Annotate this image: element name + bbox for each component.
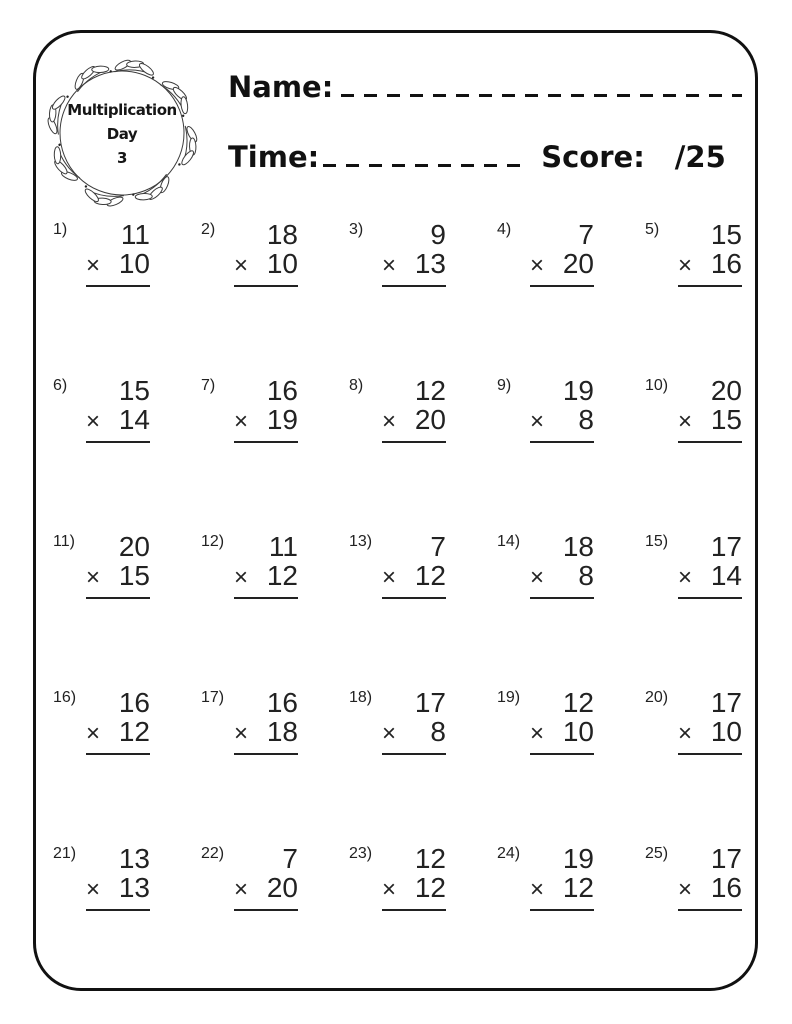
problem-number: 9) bbox=[497, 377, 512, 394]
multiply-icon: × bbox=[86, 720, 101, 747]
problem-number: 5) bbox=[645, 221, 660, 238]
multiply-icon: × bbox=[382, 720, 397, 747]
logo-day-number: 3 bbox=[117, 149, 127, 167]
multiplier: 10 bbox=[266, 248, 298, 279]
multiplicand: 15 bbox=[118, 375, 150, 406]
problem-body bbox=[234, 532, 298, 599]
score-label: Score: bbox=[541, 140, 645, 174]
problem-body bbox=[678, 688, 742, 755]
multiply-icon: × bbox=[234, 564, 249, 591]
problem-body bbox=[678, 220, 742, 287]
problem-number: 17) bbox=[201, 689, 225, 706]
problem-cell bbox=[344, 214, 492, 370]
multiply-icon: × bbox=[234, 408, 249, 435]
multiply-icon: × bbox=[530, 720, 545, 747]
problem-body bbox=[678, 376, 742, 443]
multiplier: 10 bbox=[562, 716, 594, 747]
multiplier: 20 bbox=[562, 248, 594, 279]
multiply-icon: × bbox=[382, 564, 397, 591]
problem-number: 22) bbox=[201, 845, 225, 862]
problem-cell bbox=[48, 370, 196, 526]
multiply-icon: × bbox=[86, 252, 101, 279]
problem-cell bbox=[492, 370, 640, 526]
problem-body bbox=[234, 844, 298, 911]
problem-body bbox=[86, 220, 150, 287]
problem-body bbox=[86, 376, 150, 443]
problem-cell bbox=[196, 214, 344, 370]
multiply-icon: × bbox=[86, 564, 101, 591]
multiplicand: 18 bbox=[562, 531, 594, 562]
problem-body bbox=[530, 532, 594, 599]
multiplicand: 19 bbox=[562, 375, 594, 406]
problem-number: 14) bbox=[497, 533, 521, 550]
problem-number: 10) bbox=[645, 377, 669, 394]
problem-number: 4) bbox=[497, 221, 512, 238]
problem-cell bbox=[344, 682, 492, 838]
multiplicand: 7 bbox=[578, 219, 594, 250]
multiplier: 10 bbox=[710, 716, 742, 747]
problem-number: 15) bbox=[645, 533, 669, 550]
multiplicand: 7 bbox=[430, 531, 446, 562]
multiplicand: 9 bbox=[430, 219, 446, 250]
problem-body bbox=[86, 688, 150, 755]
multiplier: 16 bbox=[710, 872, 742, 903]
problem-body bbox=[382, 688, 446, 755]
multiply-icon: × bbox=[678, 876, 693, 903]
score-value: /25 bbox=[674, 140, 726, 174]
multiplier: 8 bbox=[430, 716, 446, 747]
problem-cell bbox=[492, 214, 640, 370]
multiplier: 19 bbox=[266, 404, 298, 435]
problem-cell bbox=[196, 838, 344, 994]
multiplicand: 16 bbox=[266, 375, 298, 406]
multiplier: 10 bbox=[118, 248, 150, 279]
problem-cell bbox=[640, 838, 788, 994]
name-label: Name: bbox=[228, 70, 334, 104]
multiplicand: 18 bbox=[266, 219, 298, 250]
problem-body bbox=[86, 532, 150, 599]
multiplier: 12 bbox=[414, 872, 446, 903]
problems-grid bbox=[48, 214, 788, 994]
time-blank-line bbox=[323, 164, 523, 167]
multiplier: 8 bbox=[578, 404, 594, 435]
multiplier: 12 bbox=[118, 716, 150, 747]
problem-number: 24) bbox=[497, 845, 521, 862]
multiplicand: 20 bbox=[118, 531, 150, 562]
problem-cell bbox=[48, 682, 196, 838]
problem-body bbox=[530, 220, 594, 287]
problem-cell bbox=[640, 682, 788, 838]
multiply-icon: × bbox=[86, 876, 101, 903]
problem-body bbox=[234, 376, 298, 443]
problem-number: 20) bbox=[645, 689, 669, 706]
multiplicand: 19 bbox=[562, 843, 594, 874]
multiplicand: 16 bbox=[266, 687, 298, 718]
multiply-icon: × bbox=[530, 408, 545, 435]
problem-cell bbox=[48, 526, 196, 682]
time-label: Time: bbox=[228, 140, 320, 174]
worksheet-logo bbox=[42, 51, 202, 211]
problem-cell bbox=[640, 370, 788, 526]
multiply-icon: × bbox=[678, 720, 693, 747]
multiplicand: 17 bbox=[710, 687, 742, 718]
problem-cell bbox=[344, 838, 492, 994]
problem-cell bbox=[196, 526, 344, 682]
multiplier: 12 bbox=[562, 872, 594, 903]
multiplicand: 11 bbox=[268, 531, 298, 562]
problem-body bbox=[530, 688, 594, 755]
problem-number: 2) bbox=[201, 221, 216, 238]
problem-body bbox=[678, 844, 742, 911]
multiply-icon: × bbox=[234, 720, 249, 747]
problem-cell bbox=[344, 526, 492, 682]
problem-body bbox=[86, 844, 150, 911]
problem-number: 11) bbox=[53, 533, 75, 550]
problem-cell bbox=[492, 838, 640, 994]
problem-body bbox=[234, 688, 298, 755]
multiplier: 13 bbox=[118, 872, 150, 903]
multiplier: 14 bbox=[710, 560, 742, 591]
multiply-icon: × bbox=[382, 408, 397, 435]
problem-number: 6) bbox=[53, 377, 68, 394]
problem-number: 19) bbox=[497, 689, 521, 706]
multiplicand: 11 bbox=[120, 219, 150, 250]
problem-number: 12) bbox=[201, 533, 225, 550]
multiplier: 15 bbox=[118, 560, 150, 591]
multiply-icon: × bbox=[530, 564, 545, 591]
logo-text bbox=[42, 51, 202, 211]
problem-cell bbox=[492, 682, 640, 838]
problem-number: 18) bbox=[349, 689, 373, 706]
problem-cell bbox=[196, 682, 344, 838]
problem-cell bbox=[196, 370, 344, 526]
problem-cell bbox=[640, 214, 788, 370]
problem-number: 7) bbox=[201, 377, 216, 394]
problem-cell bbox=[492, 526, 640, 682]
multiply-icon: × bbox=[678, 252, 693, 279]
problem-number: 21) bbox=[53, 845, 77, 862]
multiplicand: 12 bbox=[562, 687, 594, 718]
problem-body bbox=[382, 844, 446, 911]
multiply-icon: × bbox=[234, 876, 249, 903]
multiplier: 16 bbox=[710, 248, 742, 279]
multiply-icon: × bbox=[530, 876, 545, 903]
multiply-icon: × bbox=[530, 252, 545, 279]
multiply-icon: × bbox=[234, 252, 249, 279]
problem-number: 1) bbox=[53, 221, 68, 238]
problem-body bbox=[530, 376, 594, 443]
problem-body bbox=[382, 220, 446, 287]
multiplier: 12 bbox=[266, 560, 298, 591]
multiplicand: 13 bbox=[118, 843, 150, 874]
multiplicand: 20 bbox=[710, 375, 742, 406]
problem-cell bbox=[344, 370, 492, 526]
time-score-row bbox=[228, 140, 726, 174]
multiplier: 14 bbox=[118, 404, 150, 435]
problem-body bbox=[382, 376, 446, 443]
problem-body bbox=[678, 532, 742, 599]
multiplier: 8 bbox=[578, 560, 594, 591]
multiplier: 13 bbox=[414, 248, 446, 279]
problem-body bbox=[382, 532, 446, 599]
problem-body bbox=[530, 844, 594, 911]
name-row bbox=[228, 70, 742, 104]
name-blank-line bbox=[341, 94, 742, 97]
multiply-icon: × bbox=[678, 408, 693, 435]
logo-day: Day bbox=[106, 125, 138, 143]
problem-body bbox=[234, 220, 298, 287]
multiplier: 15 bbox=[710, 404, 742, 435]
multiplicand: 7 bbox=[282, 843, 298, 874]
multiplicand: 16 bbox=[118, 687, 150, 718]
multiplicand: 17 bbox=[414, 687, 446, 718]
problem-number: 3) bbox=[349, 221, 364, 238]
multiplier: 18 bbox=[266, 716, 298, 747]
multiplicand: 12 bbox=[414, 375, 446, 406]
multiplier: 20 bbox=[266, 872, 298, 903]
problem-number: 8) bbox=[349, 377, 364, 394]
multiplier: 20 bbox=[414, 404, 446, 435]
multiply-icon: × bbox=[678, 564, 693, 591]
multiplicand: 17 bbox=[710, 531, 742, 562]
multiplier: 12 bbox=[414, 560, 446, 591]
multiply-icon: × bbox=[382, 252, 397, 279]
multiply-icon: × bbox=[86, 408, 101, 435]
multiplicand: 12 bbox=[414, 843, 446, 874]
problem-number: 25) bbox=[645, 845, 669, 862]
logo-title: Multiplication bbox=[67, 101, 177, 119]
problem-number: 13) bbox=[349, 533, 373, 550]
problem-cell bbox=[48, 214, 196, 370]
problem-cell bbox=[48, 838, 196, 994]
multiplicand: 15 bbox=[710, 219, 742, 250]
problem-number: 16) bbox=[53, 689, 77, 706]
multiply-icon: × bbox=[382, 876, 397, 903]
problem-cell bbox=[640, 526, 788, 682]
multiplicand: 17 bbox=[710, 843, 742, 874]
problem-number: 23) bbox=[349, 845, 373, 862]
